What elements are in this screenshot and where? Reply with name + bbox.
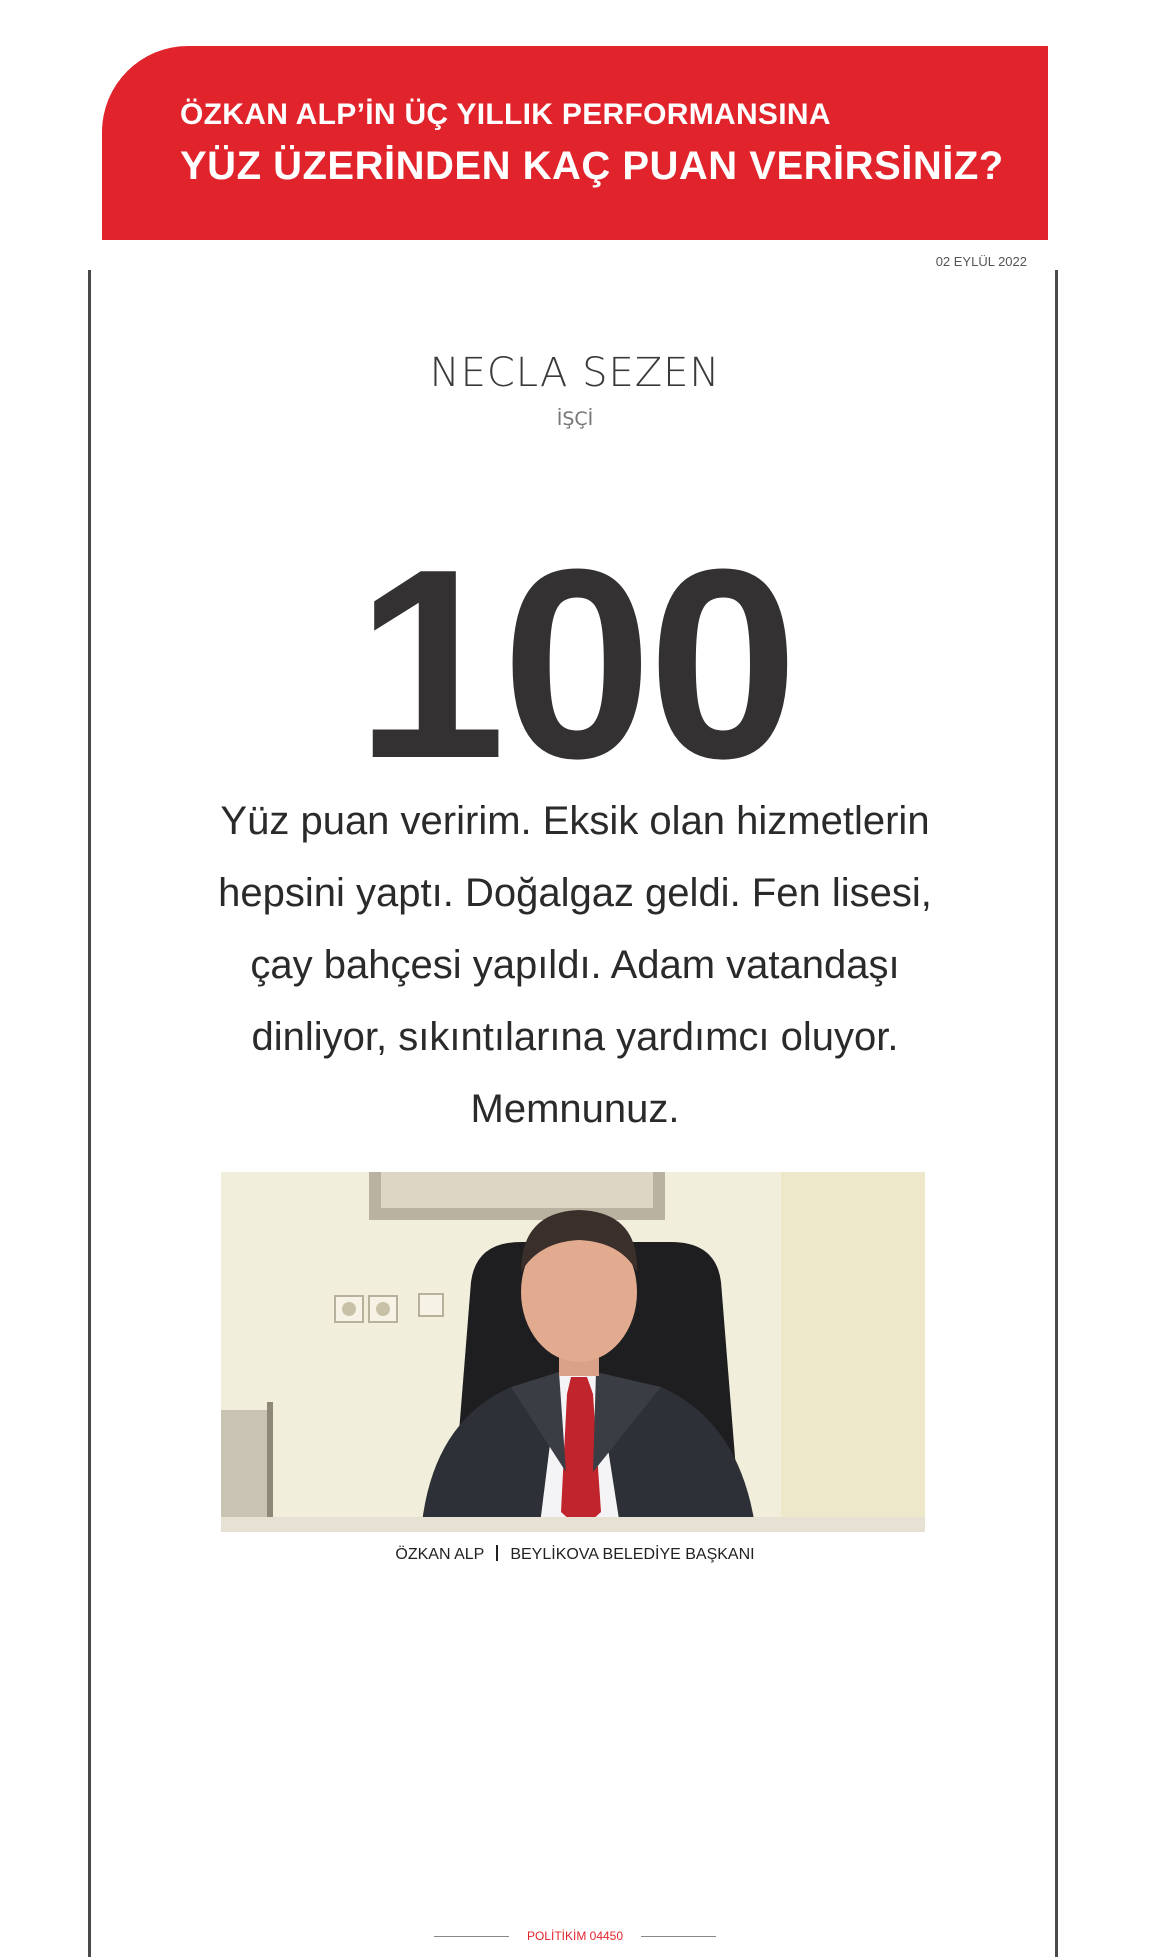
mayor-photo: [221, 1172, 925, 1532]
photo-caption: [0, 1545, 1150, 1564]
footer-left-line: [434, 1936, 509, 1937]
header-question-line1: ÖZKAN ALP’İN ÜÇ YILLIK PERFORMANSINA: [180, 98, 831, 131]
footer-page-label: POLİTİKİM 04450: [526, 1929, 624, 1943]
left-border-rule: [88, 270, 91, 1957]
score-value: 100: [355, 514, 795, 815]
caption-separator: [496, 1545, 498, 1561]
caption-title: BEYLİKOVA BELEDİYE BAŞKANI: [510, 1546, 755, 1563]
publish-date: 02 EYLÜL 2022: [935, 254, 1027, 269]
respondent-name: NECLA SEZEN: [429, 350, 721, 396]
respondent-quote: Yüz puan veririm. Eksik olan hizmetlerin hepsini yaptı. Doğalgaz geldi. Fen lisesi, çay bahçesi yapıldı. Adam vatandaşı dinliyor, sıkıntılarına yardımcı oluyor. Memnunuz.: [218, 799, 932, 1131]
mayor-photo-illustration: [221, 1172, 925, 1532]
caption-name: ÖZKAN ALP: [395, 1546, 485, 1563]
header-banner: [102, 46, 1048, 240]
right-border-rule: [1055, 270, 1058, 1957]
footer-right-line: [641, 1936, 716, 1937]
respondent-role: İŞÇİ: [556, 408, 594, 430]
header-question-line2: YÜZ ÜZERİNDEN KAÇ PUAN VERİRSİNİZ?: [180, 144, 1004, 188]
page-footer: [0, 1929, 1150, 1943]
